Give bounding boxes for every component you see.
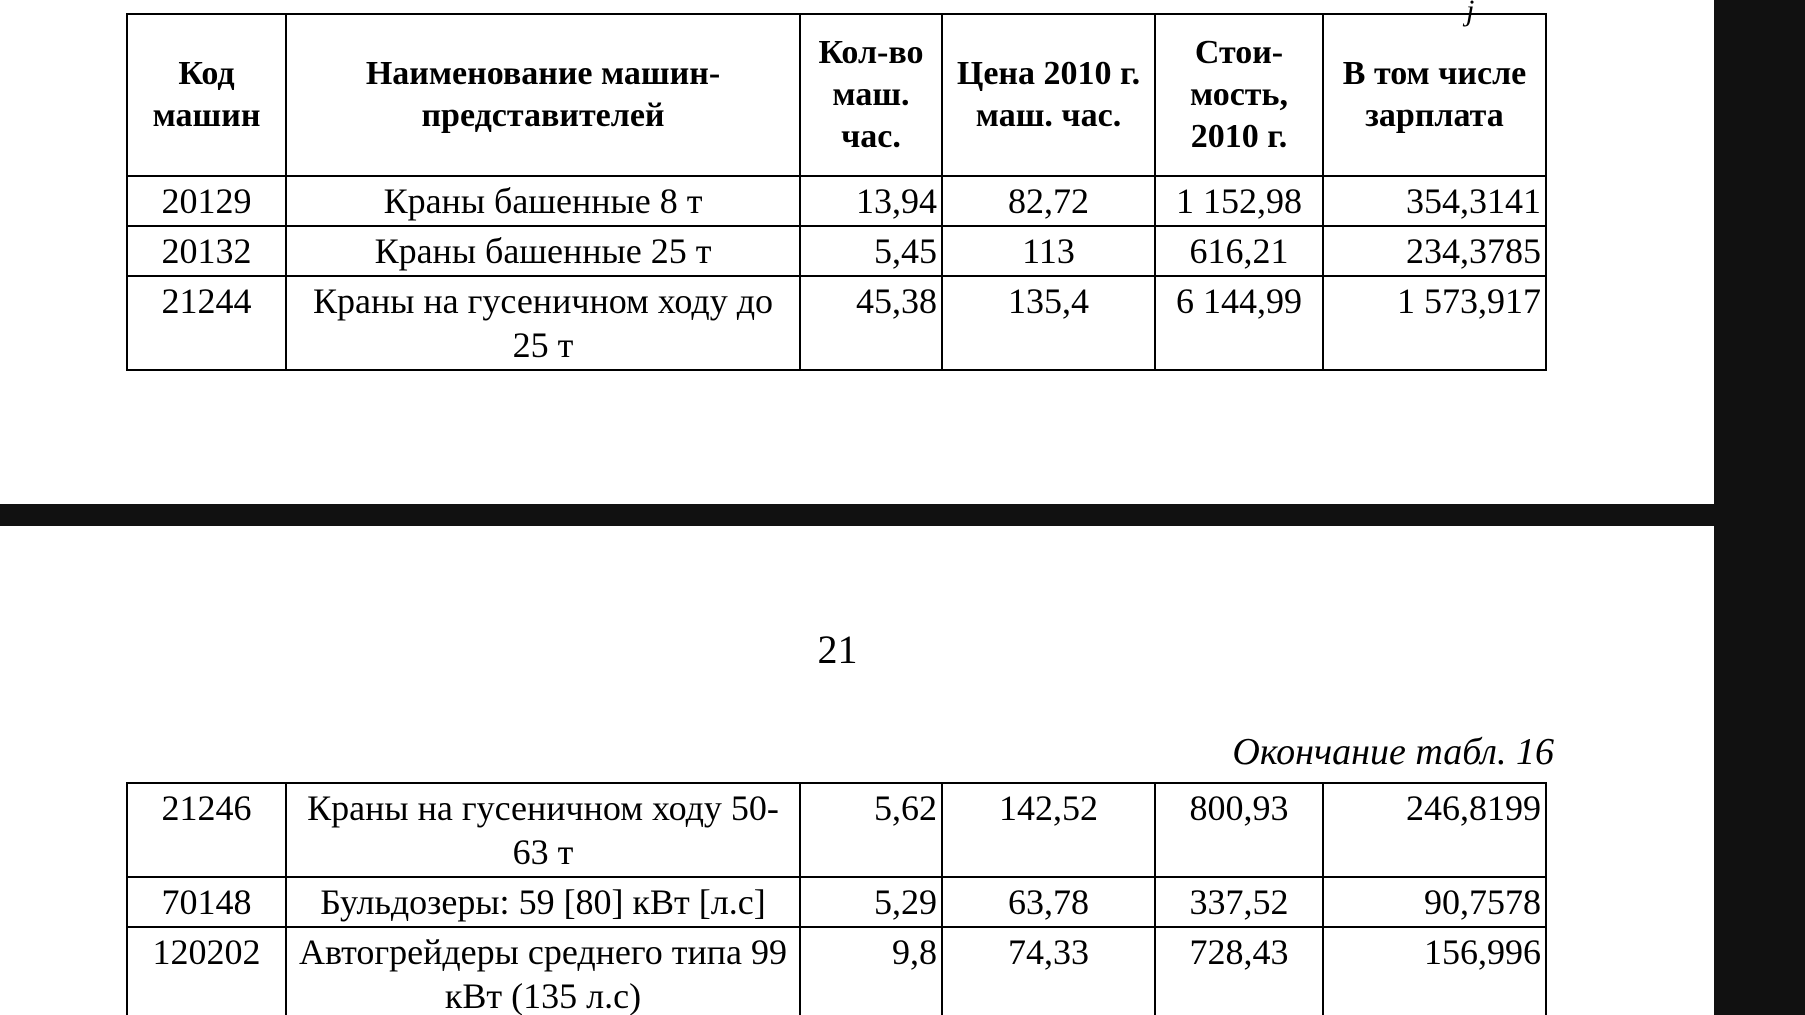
cell-code: 21246 (127, 783, 286, 877)
table-row (127, 927, 1546, 1015)
page-bottom (0, 526, 1714, 1015)
cell-cost: 6 144,99 (1155, 276, 1323, 370)
cell-name: Краны башенные 8 т (286, 176, 800, 226)
cell-name: Краны на гусеничном ходу до 25 т (286, 276, 800, 370)
cell-cost: 800,93 (1155, 783, 1323, 877)
header-code: Код машин (127, 14, 286, 176)
cell-code: 70148 (127, 877, 286, 927)
cell-salary: 156,996 (1323, 927, 1546, 1015)
cell-name: Автогрейдеры среднего типа 99 кВт (135 л.с) (286, 927, 800, 1015)
cell-price: 82,72 (942, 176, 1155, 226)
cell-code: 20132 (127, 226, 286, 276)
page-number: 21 (817, 627, 858, 672)
cell-salary: 1 573,917 (1323, 276, 1546, 370)
cell-price: 74,33 (942, 927, 1155, 1015)
cell-hours: 5,62 (800, 783, 942, 877)
cell-price: 63,78 (942, 877, 1155, 927)
cell-name: Бульдозеры: 59 [80] кВт [л.с] (286, 877, 800, 927)
header-price: Цена 2010 г. маш. час. (942, 14, 1155, 176)
cell-cost: 337,52 (1155, 877, 1323, 927)
cell-salary: 90,7578 (1323, 877, 1546, 927)
cell-code: 21244 (127, 276, 286, 370)
cell-salary: 354,3141 (1323, 176, 1546, 226)
cell-code: 120202 (127, 927, 286, 1015)
header-salary: В том числе зарплата (1323, 14, 1546, 176)
machines-table-bottom (126, 782, 1547, 1015)
cell-name: Краны башенные 25 т (286, 226, 800, 276)
cell-name: Краны на гусеничном ходу 50-63 т (286, 783, 800, 877)
table-row (127, 276, 1546, 370)
table-caption: Окончание табл. 16 (1232, 731, 1554, 773)
page-separator (0, 504, 1714, 526)
cell-cost: 616,21 (1155, 226, 1323, 276)
cell-salary: 246,8199 (1323, 783, 1546, 877)
page-edge-mark: j (1466, 0, 1475, 27)
cell-price: 142,52 (942, 783, 1155, 877)
page-top (0, 0, 1714, 504)
table-header-row (127, 14, 1546, 176)
cell-hours: 9,8 (800, 927, 942, 1015)
machines-table-top (126, 13, 1547, 371)
header-name: Наименование машин-представителей (286, 14, 800, 176)
header-cost: Стои-мость, 2010 г. (1155, 14, 1323, 176)
table-row (127, 226, 1546, 276)
table-row (127, 176, 1546, 226)
cell-hours: 13,94 (800, 176, 942, 226)
cell-salary: 234,3785 (1323, 226, 1546, 276)
cell-cost: 1 152,98 (1155, 176, 1323, 226)
cell-hours: 5,45 (800, 226, 942, 276)
header-hours: Кол-во маш. час. (800, 14, 942, 176)
cell-code: 20129 (127, 176, 286, 226)
table-row (127, 783, 1546, 877)
cell-hours: 45,38 (800, 276, 942, 370)
cell-price: 135,4 (942, 276, 1155, 370)
cell-hours: 5,29 (800, 877, 942, 927)
cell-price: 113 (942, 226, 1155, 276)
viewer-right-edge (1714, 0, 1805, 1015)
table-row (127, 877, 1546, 927)
cell-cost: 728,43 (1155, 927, 1323, 1015)
